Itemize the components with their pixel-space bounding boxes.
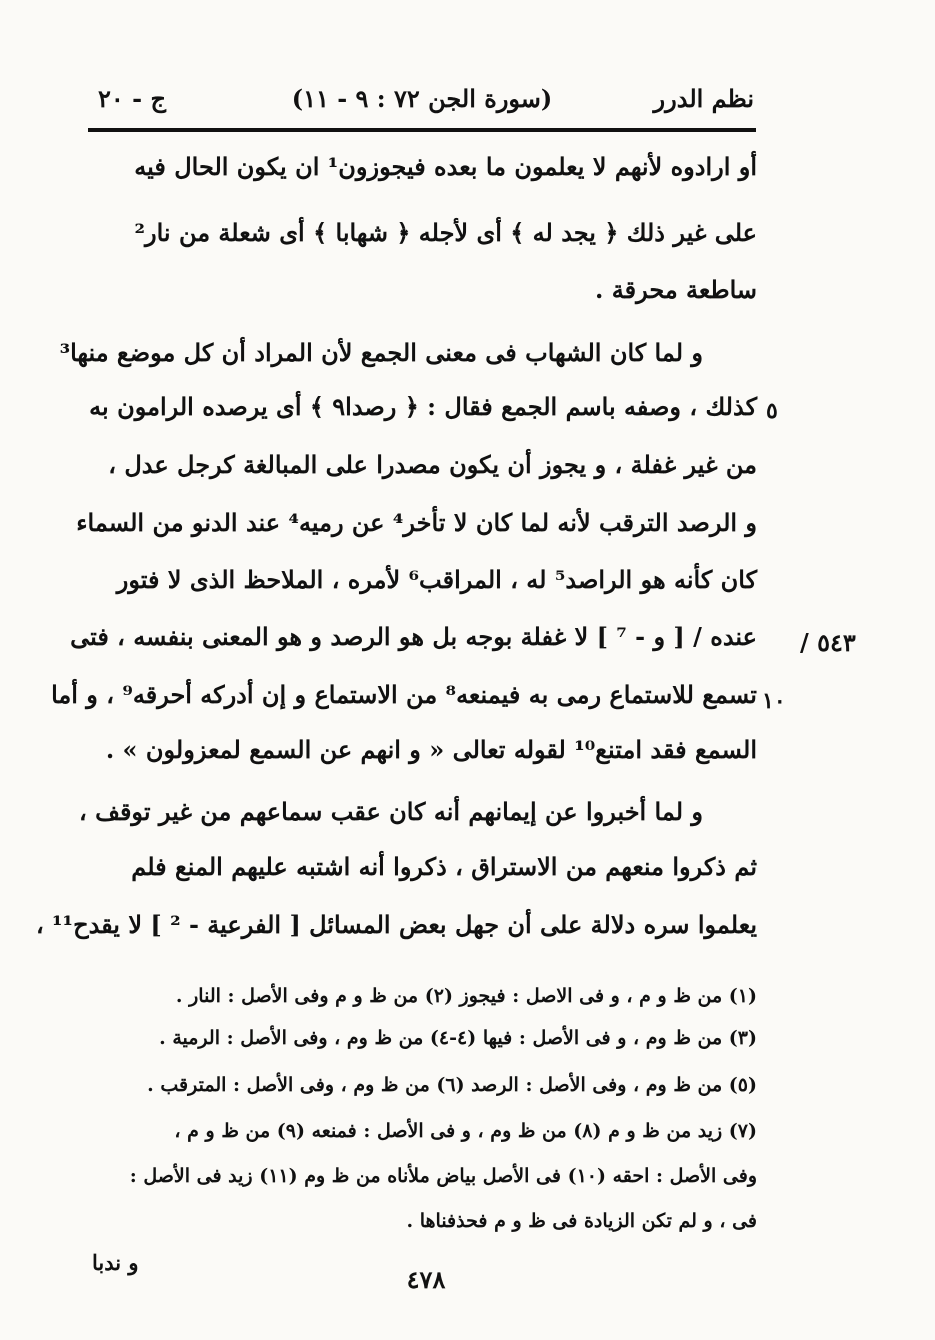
body-line: من غير غفلة ، و يجوز أن يكون مصدرا على المبالغة كرجل عدل ، xyxy=(108,450,757,479)
header-rule xyxy=(88,128,756,132)
body-line: كذلك ، وصفه باسم الجمع فقال : ﴿ رصدا٩ ﴾ أى يرصده الرامون به xyxy=(89,392,757,421)
body-line: و لما كان الشهاب فى معنى الجمع لأن المراد أن كل موضع منها³ xyxy=(59,338,703,367)
surah-reference: (سورة الجن ٧٢ : ٩ - ١١) xyxy=(291,84,553,113)
volume-label: ج - ٢٠ xyxy=(98,84,166,113)
line-number-5: ٥ xyxy=(766,398,778,424)
catchword: و ندبا xyxy=(92,1250,139,1275)
footnote-line: (١) من ظ و م ، و فى الاصل : فيجوز (٢) من ظ و م وفى الأصل : النار . xyxy=(175,985,757,1007)
body-line: و الرصد الترقب لأنه لما كان لا تأخر⁴ عن رميه⁴ عند الدنو من السماء xyxy=(76,508,757,537)
body-line: ثم ذكروا منعهم من الاستراق ، ذكروا أنه اشتبه عليهم المنع فلم xyxy=(131,852,757,881)
footnote-line: (٧) زيد من ظ و م (٨) من ظ وم ، و فى الأصل : فمنعه (٩) من ظ و م ، xyxy=(174,1120,757,1142)
footnote-line: (٣) من ظ وم ، و فى الأصل : فيها (٤-٤) من ظ وم ، وفى الأصل : الرمية . xyxy=(159,1027,757,1049)
page-number: ٤٧٨ xyxy=(406,1265,446,1294)
body-line: ساطعة محرقة . xyxy=(595,275,757,304)
body-line: عنده / [ و - ⁷ ] لا غفلة بوجه بل هو الرصد و هو المعنى بنفسه ، فتى xyxy=(70,622,757,651)
line-number-10: ١٠ xyxy=(762,688,786,714)
footnote-line: (٥) من ظ وم ، وفى الأصل : الرصد (٦) من ظ وم ، وفى الأصل : المترقب . xyxy=(147,1074,757,1096)
body-line: تسمع للاستماع رمى به فيمنعه⁸ من الاستماع و إن أدركه أحرقه⁹ ، و أما xyxy=(51,680,757,709)
body-line: السمع فقد امتنع¹⁰ لقوله تعالى « و انهم عن السمع لمعزولون » . xyxy=(105,735,757,764)
footnote-line: وفى الأصل : احقه (١٠) فى الأصل بياض ملأناه من ظ وم (١١) زيد فى الأصل : xyxy=(129,1165,757,1187)
footnote-line: فى ، و لم تكن الزيادة فى ظ و م فحذفناها . xyxy=(406,1210,757,1232)
body-line: على غير ذلك ﴿ يجد له ﴾ أى لأجله ﴿ شهابا ﴾ أى شعلة من نار² xyxy=(134,218,757,247)
manuscript-folio-mark: ٥٤٣ / xyxy=(800,628,856,657)
body-line: يعلموا سره دلالة على أن جهل بعض المسائل [ الفرعية - ² ] لا يقدح¹¹ ، xyxy=(35,910,757,939)
body-line: أو ارادوه لأنهم لا يعلمون ما بعده فيجوزون¹ ان يكون الحال فيه xyxy=(134,152,757,181)
book-title: نظم الدرر xyxy=(653,84,754,113)
body-line: و لما أخبروا عن إيمانهم أنه كان عقب سماعهم من غير توقف ، xyxy=(79,797,703,826)
running-header xyxy=(90,84,754,124)
body-line: كان كأنه هو الراصد⁵ له ، المراقب⁶ لأمره ، الملاحظ الذى لا فتور xyxy=(116,565,757,594)
